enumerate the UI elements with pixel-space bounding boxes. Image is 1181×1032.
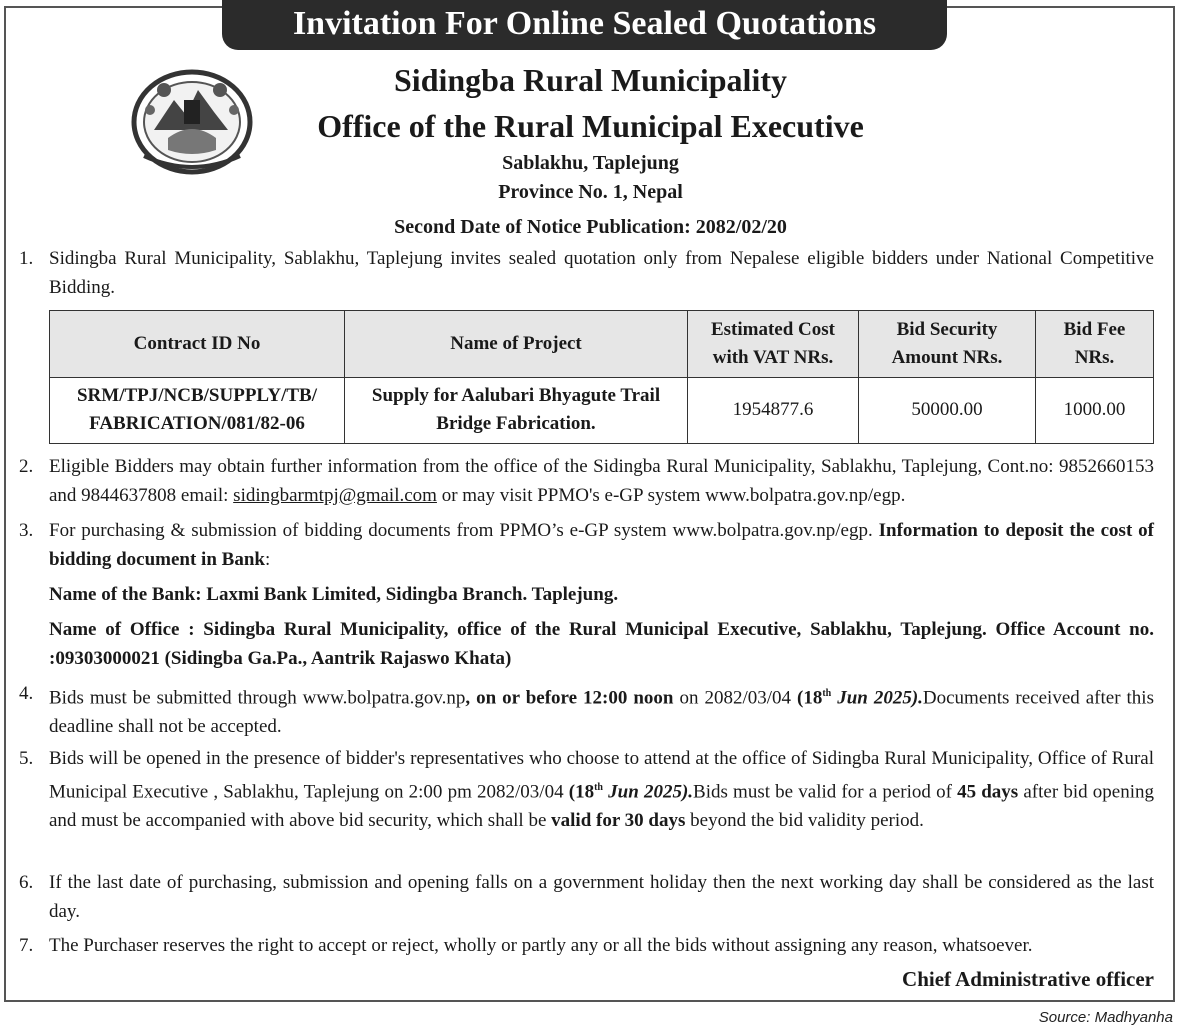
table-header-row (50, 311, 1154, 378)
office-account: Name of Office : Sidingba Rural Municipality, office of the Rural Municipal Executive, Sablakhu, Taplejung. Office Account no. :09303000021 (Sidingba Ga.Pa., Aantrik Rajaswo Khata) (49, 619, 1154, 669)
item-number-3: 3. (19, 520, 34, 541)
source-credit: Source: Madhyanha (1038, 1009, 1173, 1026)
item-number-1: 1. (19, 248, 34, 269)
item-6-text: If the last date of purchasing, submission and opening falls on a government holiday then the next working day shall be considered as the last day. (49, 872, 1154, 922)
item-number-4: 4. (19, 683, 34, 704)
item-7-text: The Purchaser reserves the right to accept or reject, wholly or partly any or all the bids without assigning any reason, whatsoever. (49, 935, 1033, 956)
quotation-table (49, 310, 1154, 444)
address-line: Sablakhu, Taplejung (502, 152, 679, 174)
item-number-6: 6. (19, 872, 34, 893)
item-2-text: Eligible Bidders may obtain further information from the office of the Sidingba Rural Municipality, Sablakhu, Taplejung, Cont.no: 9852660153 and 9844637808 email: sidingbarmtpj@gmail.com or may visit PPMO's e-GP system www.bolpatra.gov.np/egp. (49, 456, 1154, 506)
item-number-2: 2. (19, 456, 34, 477)
cell-estimated-cost: 1954877.6 (688, 377, 859, 444)
signature-title: Chief Administrative officer (902, 967, 1154, 991)
header-bid-fee: Bid Fee NRs. (1036, 311, 1154, 378)
office-name: Office of the Rural Municipal Executive (317, 108, 864, 144)
header-bid-security: Bid Security Amount NRs. (859, 311, 1036, 378)
cell-bid-fee: 1000.00 (1036, 377, 1154, 444)
banner-title: Invitation For Online Sealed Quotations (292, 5, 877, 42)
item-3-text: For purchasing & submission of bidding documents from PPMO’s e-GP system www.bolpatra.gov.np/egp. Information to deposit the cost of bidding document in Bank: (49, 520, 1154, 570)
cell-bid-security: 50000.00 (859, 377, 1036, 444)
bank-name: Name of the Bank: Laxmi Bank Limited, Sidingba Branch. Taplejung. (49, 584, 619, 605)
item-number-7: 7. (19, 935, 34, 956)
cell-project-name: Supply for Aalubari Bhyagute Trail Bridge Fabrication. (345, 377, 688, 444)
item-number-5: 5. (19, 748, 34, 769)
table-row (50, 377, 1154, 444)
municipality-name: Sidingba Rural Municipality (394, 62, 787, 98)
header-contract-id: Contract ID No (50, 311, 345, 378)
item-5-text: Bids will be opened in the presence of bidder's representatives who choose to attend at the office of Sidingba Rural Municipality, Office of Rural Municipal Executive , Sablakhu, Taplejung on 2:00 pm 2082/03/04 (18th Jun 2025).Bids must be valid for a period of 45 days after bid opening and must be accompanied with above bid security, which shall be valid for 30 days beyond the bid validity period. (49, 748, 1154, 832)
cell-contract-id: SRM/TPJ/NCB/SUPPLY/TB/ FABRICATION/081/82-06 (50, 377, 345, 444)
item-4-text: Bids must be submitted through www.bolpatra.gov.np, on or before 12:00 noon on 2082/03/04 (18th Jun 2025).Documents received after this deadline shall not be accepted. (49, 687, 1154, 738)
province-line: Province No. 1, Nepal (498, 181, 683, 203)
title-banner (222, 0, 947, 50)
email-link[interactable]: sidingbarmtpj@gmail.com (233, 485, 437, 506)
publication-date: Second Date of Notice Publication: 2082/02/20 (394, 216, 787, 238)
header-estimated-cost: Estimated Cost with VAT NRs. (688, 311, 859, 378)
header-project-name: Name of Project (345, 311, 688, 378)
item-1-text: Sidingba Rural Municipality, Sablakhu, Taplejung invites sealed quotation only from Nepalese eligible bidders under National Competitive Bidding. (49, 248, 1154, 298)
